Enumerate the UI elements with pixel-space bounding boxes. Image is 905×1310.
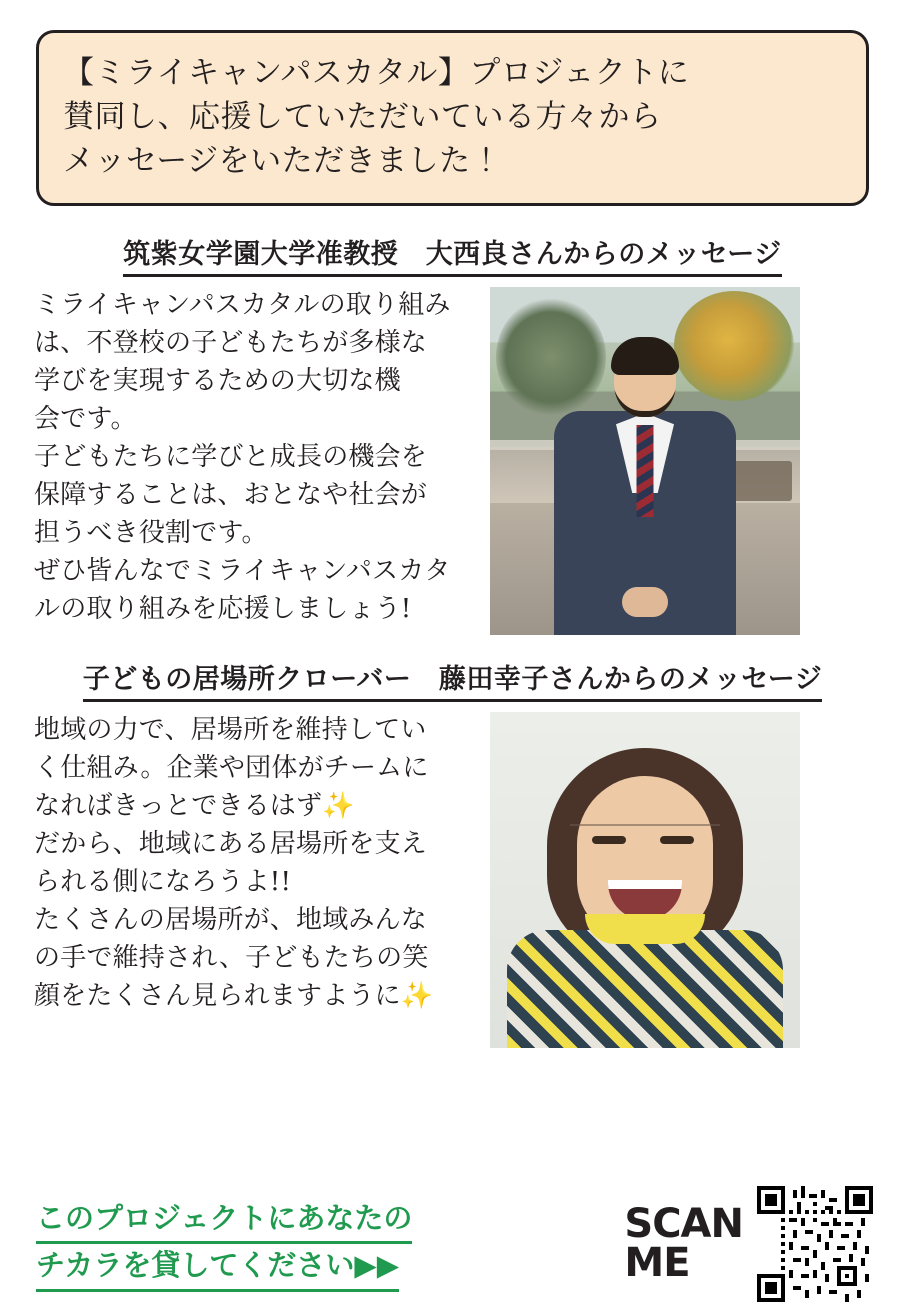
person2-sweater: [507, 930, 783, 1048]
tree-foliage-left: [496, 297, 606, 417]
testimonial-1-line-5: 子どもたちに学びと成長の機会を: [34, 441, 428, 472]
banner-line-2: 賛同し、応援していただいている方々から: [63, 99, 662, 136]
testimonial-1-line-8: ぜひ皆んなでミライキャンパスカタ: [34, 555, 451, 586]
testimonial-1-line-2: は、不登校の子どもたちが多様な: [34, 328, 428, 358]
testimonial-2-heading-text: 子どもの居場所クローバー 藤田幸子さんからのメッセージ: [83, 657, 823, 702]
banner-line-1: 【ミライキャンパスカタル】プロジェクトに: [63, 55, 690, 91]
person2-collar: [585, 914, 705, 944]
cta-line-2[interactable]: チカラを貸してください▶▶: [36, 1244, 399, 1292]
header-banner: [36, 30, 869, 206]
header-banner-wrapper: [36, 30, 869, 206]
testimonial-1-text: [34, 287, 484, 629]
testimonial-2-line-3: なればきっとできるはず✨: [34, 790, 355, 821]
qr-code-icon[interactable]: [757, 1186, 873, 1302]
testimonial-2-heading: [0, 657, 905, 702]
call-to-action[interactable]: [36, 1197, 624, 1292]
testimonial-2-line-8: 顔をたくさん見られますように✨: [34, 980, 434, 1011]
footer: [0, 1178, 905, 1310]
person-hands: [622, 587, 668, 617]
scan-me-block[interactable]: [624, 1186, 877, 1302]
testimonial-1: [0, 287, 905, 635]
testimonial-1-line-6: 保障することは、おとなや社会が: [34, 479, 428, 510]
scan-me-line-2: ME: [624, 1240, 690, 1286]
testimonial-1-line-1: ミライキャンパスカタルの取り組み: [34, 290, 451, 321]
testimonial-2-line-2: く仕組み。企業や団体がチームに: [34, 753, 429, 783]
scan-me-line-1: SCAN: [624, 1200, 743, 1247]
testimonial-2-line-7: の手で維持され、子どもたちの笑: [34, 942, 429, 973]
person2-eye-left: [592, 836, 626, 844]
testimonial-1-line-4: 会です。: [34, 403, 137, 434]
testimonial-2-photo-column: [490, 712, 800, 1048]
testimonial-1-photo: [490, 287, 800, 635]
testimonial-1-line-9: ルの取り組みを応援しましょう!: [34, 593, 412, 624]
scan-me-text: [624, 1200, 743, 1286]
testimonial-2: [0, 712, 905, 1048]
cta-line-1[interactable]: このプロジェクトにあなたの: [36, 1197, 412, 1245]
testimonial-2-line-1: 地域の力で、居場所を維持してい: [34, 715, 427, 746]
person-hair: [611, 337, 679, 375]
testimonial-1-line-7: 担うべき役割です。: [34, 517, 268, 548]
testimonial-2-text: [34, 712, 484, 1016]
testimonial-1-photo-column: [490, 287, 800, 635]
testimonial-1-heading-text: 筑紫女学園大学准教授 大西良さんからのメッセージ: [123, 232, 781, 277]
testimonial-2-line-6: たくさんの居場所が、地域みんな: [34, 904, 428, 935]
tree-foliage-right: [674, 291, 794, 401]
testimonial-1-heading: [0, 232, 905, 277]
person2-eye-right: [660, 836, 694, 844]
testimonial-2-photo: [490, 712, 800, 1048]
testimonial-2-line-5: られる側になろうよ!!: [34, 866, 292, 897]
testimonial-2-line-4: だから、地域にある居場所を支え: [34, 828, 428, 859]
person-tie: [637, 425, 654, 517]
banner-line-3: メッセージをいただきました！: [63, 143, 503, 180]
testimonial-1-line-3: 学びを実現するための大切な機: [34, 365, 401, 396]
